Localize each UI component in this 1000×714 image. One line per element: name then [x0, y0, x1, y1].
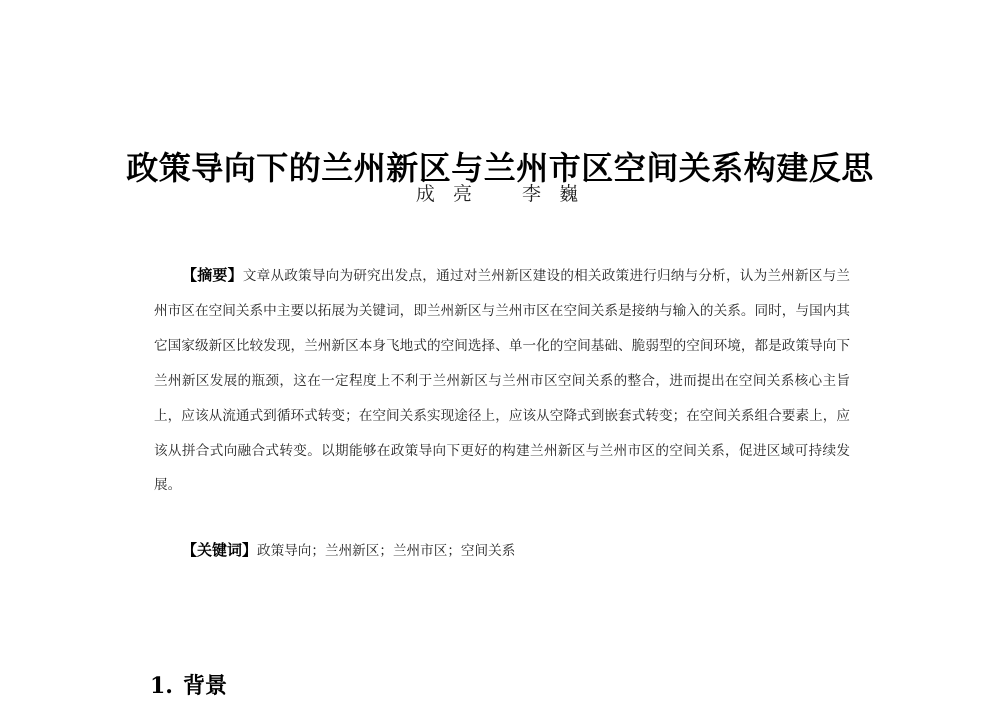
author-name: 成 亮 [415, 183, 478, 205]
keywords-label: 【关键词】 [182, 541, 258, 559]
keywords-text: 政策导向；兰州新区；兰州市区；空间关系 [257, 543, 516, 559]
section-number: 1. [150, 673, 173, 699]
author-name: 李 巍 [522, 183, 585, 205]
section-heading [150, 668, 227, 705]
abstract-label: 【摘要】 [182, 266, 243, 284]
paper-title: 政策导向下的兰州新区与兰州市区空间关系构建反思 [126, 149, 874, 188]
section-title: 背景 [182, 674, 227, 699]
keywords [154, 533, 850, 568]
abstract-text: 文章从政策导向为研究出发点，通过对兰州新区建设的相关政策进行归纳与分析，认为兰州新区与兰州市区在空间关系中主要以拓展为关键词，即兰州新区与兰州市区在空间关系是接纳与输入的关系。同时，与国内其它国家级新区比较发现，兰州新区本身飞地式的空间选择、单一化的空间基础、脆弱型的空间环境，都是政策导向下兰州新区发展的瓶颈，这在一定程度上不利于兰州新区与兰州市区空间关系的整合，进而提出在空间关系核心主旨上，应该从流通式到循环式转变；在空间关系实现途径上，应该从空降式到嵌套式转变；在空间关系组合要素上，应该从拼合式向融合式转变。以期能够在政策导向下更好的构建兰州新区与兰州市区的空间关系，促进区域可持续发展。 [154, 268, 850, 494]
author-list [0, 180, 1000, 208]
abstract [154, 258, 850, 503]
